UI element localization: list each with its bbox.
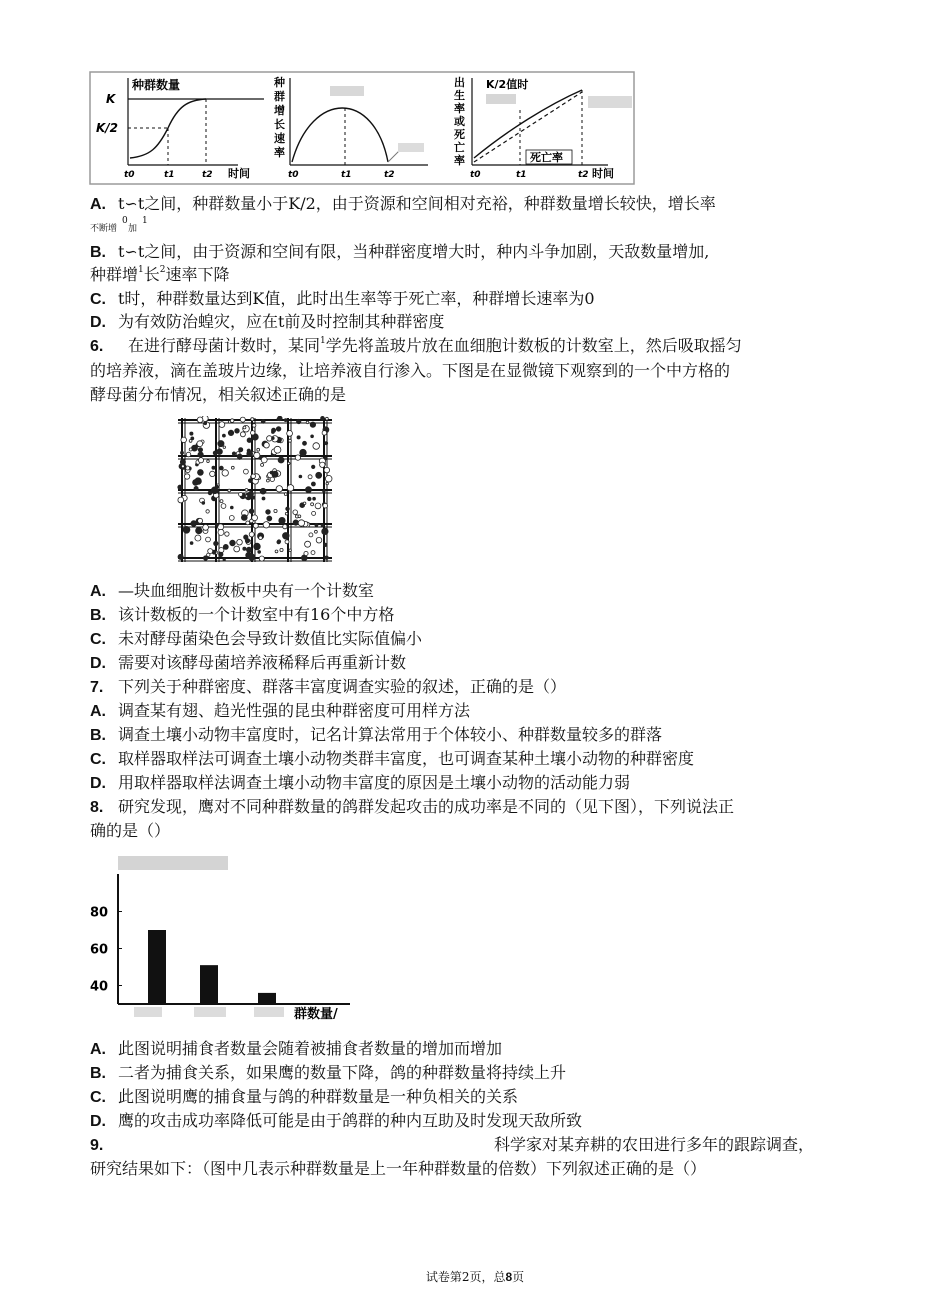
q8-stem-line2: 确的是（） — [90, 821, 171, 840]
q6-stem-line3: 酵母菌分布情况，相关叙述正确的是 — [90, 385, 347, 404]
g2-hump-curve — [292, 108, 388, 162]
q6-option-d: D. 需要对该酵母菌培养液稀释后再重新计数 — [90, 653, 407, 672]
yeast-cell — [267, 516, 272, 521]
yeast-cell — [240, 417, 245, 422]
yeast-cell — [251, 418, 254, 421]
yeast-cell — [276, 427, 281, 432]
yeast-cell — [283, 524, 287, 528]
q5-option-c: C. t时，种群数量达到K值，此时出生率等于死亡率，种群增长速率为0 — [90, 289, 595, 308]
yeast-cell — [321, 524, 324, 527]
yeast-cell — [225, 532, 229, 536]
yeast-cell — [272, 431, 275, 434]
yeast-cell — [305, 541, 311, 547]
yeast-cell — [190, 432, 193, 435]
yeast-cell — [272, 471, 278, 477]
yeast-cell — [322, 528, 328, 534]
yeast-cell — [303, 502, 306, 505]
yeast-cell — [315, 524, 318, 527]
footer-page-number: 2 — [461, 1270, 470, 1284]
g3-death-label: 死亡率 — [530, 151, 563, 164]
g3-ylabel — [454, 75, 465, 167]
svg-text:或: 或 — [454, 115, 465, 128]
yeast-cell — [277, 540, 280, 543]
yeast-cell — [231, 466, 234, 469]
yeast-cell — [325, 556, 329, 560]
chart-blurred-xtick-1 — [134, 1007, 162, 1017]
svg-text:死: 死 — [454, 128, 465, 141]
yeast-cell — [218, 441, 224, 447]
yeast-cell — [223, 559, 225, 561]
bar-1 — [148, 930, 166, 1004]
yeast-cell — [219, 552, 223, 556]
yeast-cell — [316, 472, 322, 478]
q8-stem-line1: 8. 研究发现，鹰对不同种群数量的鸽群发起攻击的成功率是不同的（见下图），下列说法正 — [90, 797, 735, 816]
svg-text:群: 群 — [274, 90, 285, 103]
yeast-cell — [223, 446, 225, 448]
yeast-cell — [252, 424, 256, 428]
yeast-cell — [198, 470, 204, 476]
yeast-cell — [258, 551, 261, 554]
yeast-cell — [245, 489, 248, 492]
q5-a-subscript-3: 1 — [142, 216, 148, 226]
chart-xlabel: 群数量/ — [294, 1007, 338, 1022]
yeast-cell — [284, 493, 287, 496]
q9-number: 9. — [90, 1137, 104, 1154]
g3-k2-label: K/2值时 — [486, 78, 529, 91]
yeast-cell — [178, 497, 184, 503]
svg-text:生: 生 — [454, 89, 465, 102]
yeast-cell — [220, 466, 224, 470]
yeast-cell — [300, 449, 307, 456]
yeast-cell — [245, 495, 247, 497]
yeast-cell — [325, 475, 332, 482]
yeast-cell — [230, 419, 234, 423]
yeast-cell — [243, 426, 246, 429]
yeast-cell — [230, 540, 236, 546]
g1-t2: t2 — [202, 170, 213, 180]
q8-option-a: A. 此图说明捕食者数量会随着被捕食者数量的增加而增加 — [90, 1039, 503, 1058]
g1-t0: t0 — [124, 170, 135, 180]
yeast-cell — [288, 439, 291, 442]
yeast-cell — [311, 503, 314, 506]
q5-option-b-line2: 种群增$^1$长$^2$速率下降 — [90, 265, 230, 284]
yeast-cell — [260, 488, 266, 494]
g1-k: K — [106, 92, 116, 106]
yeast-cell — [198, 448, 202, 452]
yeast-cell — [247, 449, 250, 452]
yeast-cell — [295, 455, 300, 460]
yeast-cell — [261, 463, 264, 466]
yeast-cell — [289, 549, 292, 552]
yeast-cell — [208, 549, 213, 554]
yeast-cell — [311, 482, 315, 486]
yeast-cell — [251, 474, 255, 478]
yeast-cell — [194, 486, 198, 490]
g2-t0: t0 — [288, 170, 299, 180]
yeast-cell — [304, 551, 308, 555]
yeast-cell — [254, 452, 260, 458]
yeast-cell — [232, 452, 235, 455]
yeast-cell — [284, 419, 287, 422]
g2-blurred-label — [330, 86, 364, 96]
yeast-cell — [246, 547, 251, 552]
q8-option-d: D. 鹰的攻击成功率降低可能是由于鸽群的种内互助及时发现天敌所致 — [90, 1111, 583, 1130]
q5-a-subscript-0: 0 — [122, 216, 128, 226]
g3-blurred-label — [486, 94, 516, 104]
yeast-cell — [264, 442, 270, 448]
page-footer: 试卷第2页，总8页 — [425, 1270, 525, 1284]
yeast-cell — [293, 510, 298, 515]
yeast-cell — [197, 417, 203, 423]
yeast-cell — [274, 509, 277, 512]
option-text: t∽t之间，种群数量小于K/2，由于资源和空间相对充裕，种群数量增长较快，增长率 — [118, 194, 716, 213]
yeast-cell — [275, 550, 278, 553]
yeast-cell — [311, 435, 314, 438]
yeast-cell — [285, 540, 289, 544]
yeast-cell — [189, 440, 192, 443]
yeast-cell — [309, 533, 313, 537]
yeast-cell — [246, 521, 250, 525]
yeast-cell — [326, 482, 328, 484]
g3-t0: t0 — [470, 170, 481, 180]
option-label: A. — [90, 196, 106, 213]
yeast-cell — [315, 530, 318, 533]
yeast-cell — [248, 479, 252, 483]
svg-text:率: 率 — [274, 146, 285, 159]
yeast-cell — [270, 477, 274, 481]
yeast-cell — [312, 511, 316, 515]
yeast-cell — [263, 522, 269, 528]
yeast-cell — [325, 457, 328, 460]
chart-blurred-title — [118, 856, 228, 870]
svg-text:出: 出 — [454, 76, 465, 89]
chart-blurred-xtick-3 — [254, 1007, 284, 1017]
yeast-cell — [315, 503, 321, 509]
yeast-cell — [299, 475, 302, 478]
q6-option-c: C. 未对酵母菌染色会导致计数值比实际值偏小 — [90, 629, 423, 648]
footer-total-pages: 8 — [505, 1270, 513, 1284]
yeast-cell — [261, 420, 265, 424]
y-tick-label: 60 — [90, 942, 109, 958]
yeast-cell — [311, 551, 315, 555]
yeast-cell — [313, 443, 320, 450]
yeast-cell — [320, 462, 325, 467]
yeast-cell — [267, 479, 270, 482]
g3-t2: t2 — [578, 170, 589, 180]
yeast-cell — [198, 452, 203, 457]
g3-blurred-label-2 — [588, 96, 632, 108]
yeast-cell — [283, 533, 290, 540]
s-curve-graph — [96, 77, 264, 180]
yeast-cell — [221, 504, 226, 509]
g1-k2: K/2 — [96, 121, 119, 135]
yeast-cell — [237, 539, 243, 545]
yeast-cell — [325, 442, 328, 445]
svg-text:增: 增 — [274, 104, 285, 117]
yeast-cell — [239, 448, 243, 452]
yeast-cell — [274, 446, 281, 453]
yeast-cell — [244, 469, 249, 474]
yeast-cell — [202, 502, 205, 505]
bar-3 — [258, 993, 276, 1004]
yeast-cell — [262, 497, 265, 500]
yeast-cell — [297, 436, 300, 439]
yeast-cell — [247, 438, 252, 443]
yeast-cell — [178, 554, 183, 559]
yeast-cell — [219, 422, 225, 428]
yeast-cell — [178, 485, 182, 489]
g1-xlabel: 时间 — [228, 167, 250, 180]
yeast-cell — [308, 497, 312, 501]
q5-option-b — [90, 241, 709, 264]
q9-stem-line1: 科学家对某弃耕的农田进行多年的跟踪调查， — [494, 1135, 815, 1154]
yeast-cell — [323, 490, 326, 493]
option-label: B. — [90, 244, 106, 261]
yeast-cell — [280, 548, 283, 551]
yeast-cell — [198, 518, 203, 523]
yeast-cell — [216, 524, 219, 527]
yeast-cell — [181, 465, 184, 468]
yeast-cell — [306, 421, 309, 424]
yeast-cell — [223, 544, 228, 549]
yeast-cell — [206, 537, 211, 542]
yeast-cell — [293, 520, 298, 525]
yeast-cell — [249, 554, 255, 560]
g2-ylabel — [273, 75, 285, 159]
yeast-cell — [298, 520, 304, 526]
yeast-cell — [184, 474, 189, 479]
yeast-cell — [228, 430, 233, 435]
yeast-cell — [266, 510, 271, 515]
yeast-cell — [272, 437, 275, 440]
q7-option-c: C. 取样器取样法可调查土壤小动物类群丰富度，也可调查某种土壤小动物的种群密度 — [90, 749, 695, 768]
yeast-cell — [285, 512, 288, 515]
q7-option-a: A. 调查某有翅、趋光性强的昆虫种群密度可用样方法 — [90, 701, 471, 720]
yeast-cell — [181, 451, 184, 454]
yeast-cell — [261, 457, 267, 463]
svg-text:率: 率 — [454, 154, 465, 167]
q5-option-d: D. 为有效防治蝗灾，应在t前及时控制其种群密度 — [90, 312, 445, 331]
yeast-cell — [298, 515, 301, 518]
yeast-cell — [206, 510, 209, 513]
yeast-cell — [312, 465, 315, 468]
yeast-cell — [218, 529, 224, 535]
yeast-cell — [189, 448, 192, 451]
q8-option-c: C. 此图说明鹰的捕食量与鸽的种群数量是一种负相关的关系 — [90, 1087, 519, 1106]
bar-2 — [200, 965, 218, 1004]
yeast-cell — [287, 431, 293, 437]
yeast-cell — [287, 462, 290, 465]
yeast-cell — [297, 419, 301, 423]
yeast-cell — [222, 470, 228, 476]
svg-text:长: 长 — [274, 118, 285, 131]
q8-option-b: B. 二者为捕食关系，如果鹰的数量下降，鸽的种群数量将持续上升 — [90, 1063, 567, 1082]
yeast-cell — [229, 516, 234, 521]
yeast-cell — [322, 431, 327, 436]
birth-death-graph — [454, 75, 632, 180]
yeast-cell — [237, 454, 242, 459]
g2-blurred-label-2 — [398, 143, 424, 152]
yeast-cell — [183, 526, 190, 533]
yeast-cell — [254, 543, 261, 550]
yeast-cell — [249, 532, 254, 537]
yeast-cell — [286, 507, 290, 511]
yeast-cell — [191, 521, 197, 527]
yeast-cell — [181, 437, 187, 443]
svg-text:速: 速 — [274, 132, 285, 145]
yeast-cell — [204, 422, 207, 425]
yeast-cell — [234, 546, 240, 552]
yeast-cell — [321, 416, 325, 420]
option-text: t∽t之间，由于资源和空间有限，当种群密度增大时，种内斗争加剧，天敌数量增加, — [118, 242, 710, 261]
yeast-cell — [190, 542, 193, 545]
svg-text:种: 种 — [274, 76, 285, 89]
growth-graphs-figure — [88, 70, 636, 188]
yeast-cell — [303, 441, 307, 445]
yeast-cell — [198, 458, 203, 463]
yeast-cell — [241, 515, 247, 521]
yeast-cell — [217, 449, 223, 455]
yeast-cell — [213, 451, 217, 455]
yeast-cell — [196, 527, 202, 533]
yeast-cell — [243, 547, 246, 550]
yeast-cell — [310, 422, 315, 427]
yeast-cell — [195, 535, 201, 541]
yeast-cell — [239, 492, 243, 496]
q6-stem-line1: 6. 在进行酵母菌计数时，某同$^1$学先将盖玻片放在血细胞计数板的计数室上，然后吸取摇匀 — [90, 336, 742, 355]
q7-option-d: D. 用取样器取样法调查土壤小动物丰富度的原因是土壤小动物的活动能力弱 — [90, 773, 631, 792]
svg-text:亡: 亡 — [454, 141, 465, 154]
yeast-cell — [207, 460, 210, 463]
yeast-cell — [251, 431, 255, 435]
yeast-cell — [240, 432, 245, 437]
yeast-cell — [253, 523, 258, 528]
g2-t2: t2 — [384, 170, 395, 180]
yeast-cell — [276, 486, 282, 492]
yeast-cell — [316, 537, 322, 543]
yeast-cell — [210, 471, 215, 476]
yeast-cell — [279, 517, 285, 523]
yeast-cell — [278, 416, 283, 421]
g3-t1: t1 — [516, 170, 527, 180]
yeast-cell — [203, 525, 209, 531]
q5-a-subscript-1: 不断增 — [90, 224, 118, 234]
q9-stem-line2: 研究结果如下：（图中几表示种群数量是上一年种群数量的倍数）下列叙述正确的是（） — [90, 1159, 707, 1178]
yeast-cell — [308, 475, 312, 479]
q6-stem-line2: 的培养液，滴在盖玻片边缘，让培养液自行渗入。下图是在显微镜下观察到的一个中方格的 — [90, 361, 731, 380]
yeast-cell — [257, 448, 260, 451]
yeast-cell — [250, 519, 254, 523]
yeast-cell — [323, 503, 328, 508]
yeast-cell — [186, 452, 191, 457]
q5-option-a — [90, 193, 716, 216]
g1-ylabel: 种群数量 — [132, 78, 181, 92]
yeast-cell — [222, 434, 225, 437]
g1-t1: t1 — [164, 170, 175, 180]
yeast-cell — [211, 487, 218, 494]
yeast-cell — [228, 489, 231, 492]
chart-blurred-xtick-2 — [194, 1007, 226, 1017]
yeast-cell — [214, 541, 218, 545]
g3-xlabel: 时间 — [592, 167, 614, 180]
yeast-cell — [220, 500, 223, 503]
yeast-cell — [313, 497, 316, 500]
g2-t1: t1 — [341, 170, 352, 180]
yeast-cell — [249, 509, 254, 514]
yeast-cell — [306, 487, 312, 493]
yeast-cell — [248, 491, 253, 496]
q5-a-subscript-2: 加 — [128, 224, 138, 234]
yeast-cell — [212, 466, 215, 469]
attack-success-bar-chart — [88, 852, 360, 1024]
q6-option-a: A. —块血细胞计数板中央有一个计数室 — [90, 581, 375, 600]
yeast-cell — [267, 436, 272, 441]
growth-rate-graph — [273, 75, 428, 180]
yeast-cell — [259, 556, 264, 561]
yeast-cell — [324, 543, 327, 546]
yeast-cell — [324, 467, 330, 473]
yeast-cell — [326, 417, 329, 420]
yeast-cell — [259, 536, 263, 540]
q6-option-b: B. 该计数板的一个计数室中有16个中方格 — [90, 605, 395, 624]
yeast-grid-figure — [176, 416, 338, 564]
yeast-cell — [287, 485, 294, 492]
q7-option-b: B. 调查土壤小动物丰富度时，记名计算法常用于个体较小、种群数量较多的群落 — [90, 725, 663, 744]
yeast-cell — [278, 457, 284, 463]
yeast-cell — [235, 429, 240, 434]
y-tick-label: 80 — [90, 905, 109, 921]
q7-stem: 7. 下列关于种群密度、群落丰富度调查实验的叙述，正确的是（） — [90, 677, 567, 696]
yeast-cell — [230, 506, 233, 509]
yeast-cell — [245, 539, 249, 543]
yeast-cell — [193, 480, 199, 486]
yeast-cell — [197, 441, 203, 447]
svg-text:率: 率 — [454, 102, 465, 115]
y-tick-label: 40 — [90, 979, 109, 995]
